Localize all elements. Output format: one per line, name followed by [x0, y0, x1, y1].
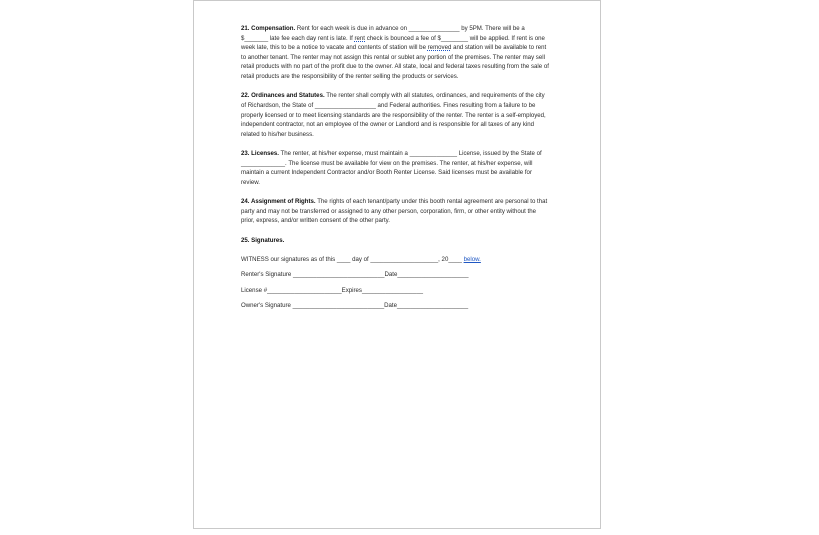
section-heading: 21. Compensation. — [241, 25, 296, 32]
section-ordinances — [241, 91, 551, 139]
section-licenses — [241, 149, 551, 187]
signatures-heading: 25. Signatures. — [241, 236, 285, 244]
section-text: The rights of each tenant/party under this booth rental agreement are personal to that party and may not be transferred or assigned to any other person, corporation, firm, or other entity without the prior, express, and/or written consent of the other party. — [241, 198, 548, 225]
license-line: License #______________________Expires__________________ — [241, 286, 423, 294]
section-text: The renter shall comply with all statutes, ordinances, and requirements of the city of Richardson, the State of __________________ and Federal authorities. Fines resulting from a failure to be properly licensed or to meet licensing standards are the responsibility of the renter. The renter is a self-employed, independent contractor, not an employee of the owner or Landlord and is responsible for all taxes of any kind related to his/her business. — [241, 92, 546, 138]
section-heading: 22. Ordinances and Statutes. — [241, 92, 325, 100]
owner-signature-line: Owner's Signature ___________________________Date_____________________ — [241, 301, 469, 309]
section-text: Rent for each week is due in advance on _______________ by 5PM. There will be a $_______ late fee each day rent is late. If — [241, 25, 525, 42]
flagged-word[interactable]: rent — [354, 34, 366, 42]
renter-signature-line: Renter's Signature ___________________________Date_____________________ — [241, 271, 469, 279]
section-text: and station will be available to rent to another tenant. The renter may not assign this rental or sublet any portion of the premises. The renter may sell retail products with no part of the profit due to the owner. All state, local and federal taxes resulting from the sale of retail products are the responsibility of the renter selling the products or services. — [241, 44, 549, 80]
flagged-word[interactable]: below. — [463, 256, 481, 264]
section-compensation — [241, 24, 551, 82]
flagged-word[interactable]: removed — [427, 44, 452, 52]
section-heading: 23. Licenses. — [241, 150, 279, 158]
section-text: The renter, at his/her expense, must maintain a ______________ License, issued by the State of _____________. The license must be available for view on the premises. The renter, at his/her expense, will maintain a current Independent Contractor and/or Booth Renter License. Said licenses must be available for review. — [241, 150, 542, 186]
witness-text: WITNESS our signatures as of this ____ day of ____________________, 20____ — [241, 256, 464, 264]
section-text: check is bounced a fee of $________ will be applied. If rent is one week late, this to be a notice to vacate and contents of station will be — [241, 34, 545, 52]
section-heading: 24. Assignment of Rights. — [241, 198, 316, 206]
document-body — [241, 24, 551, 316]
section-assignment — [241, 197, 551, 226]
witness-line — [241, 255, 551, 265]
document-page — [193, 0, 601, 529]
